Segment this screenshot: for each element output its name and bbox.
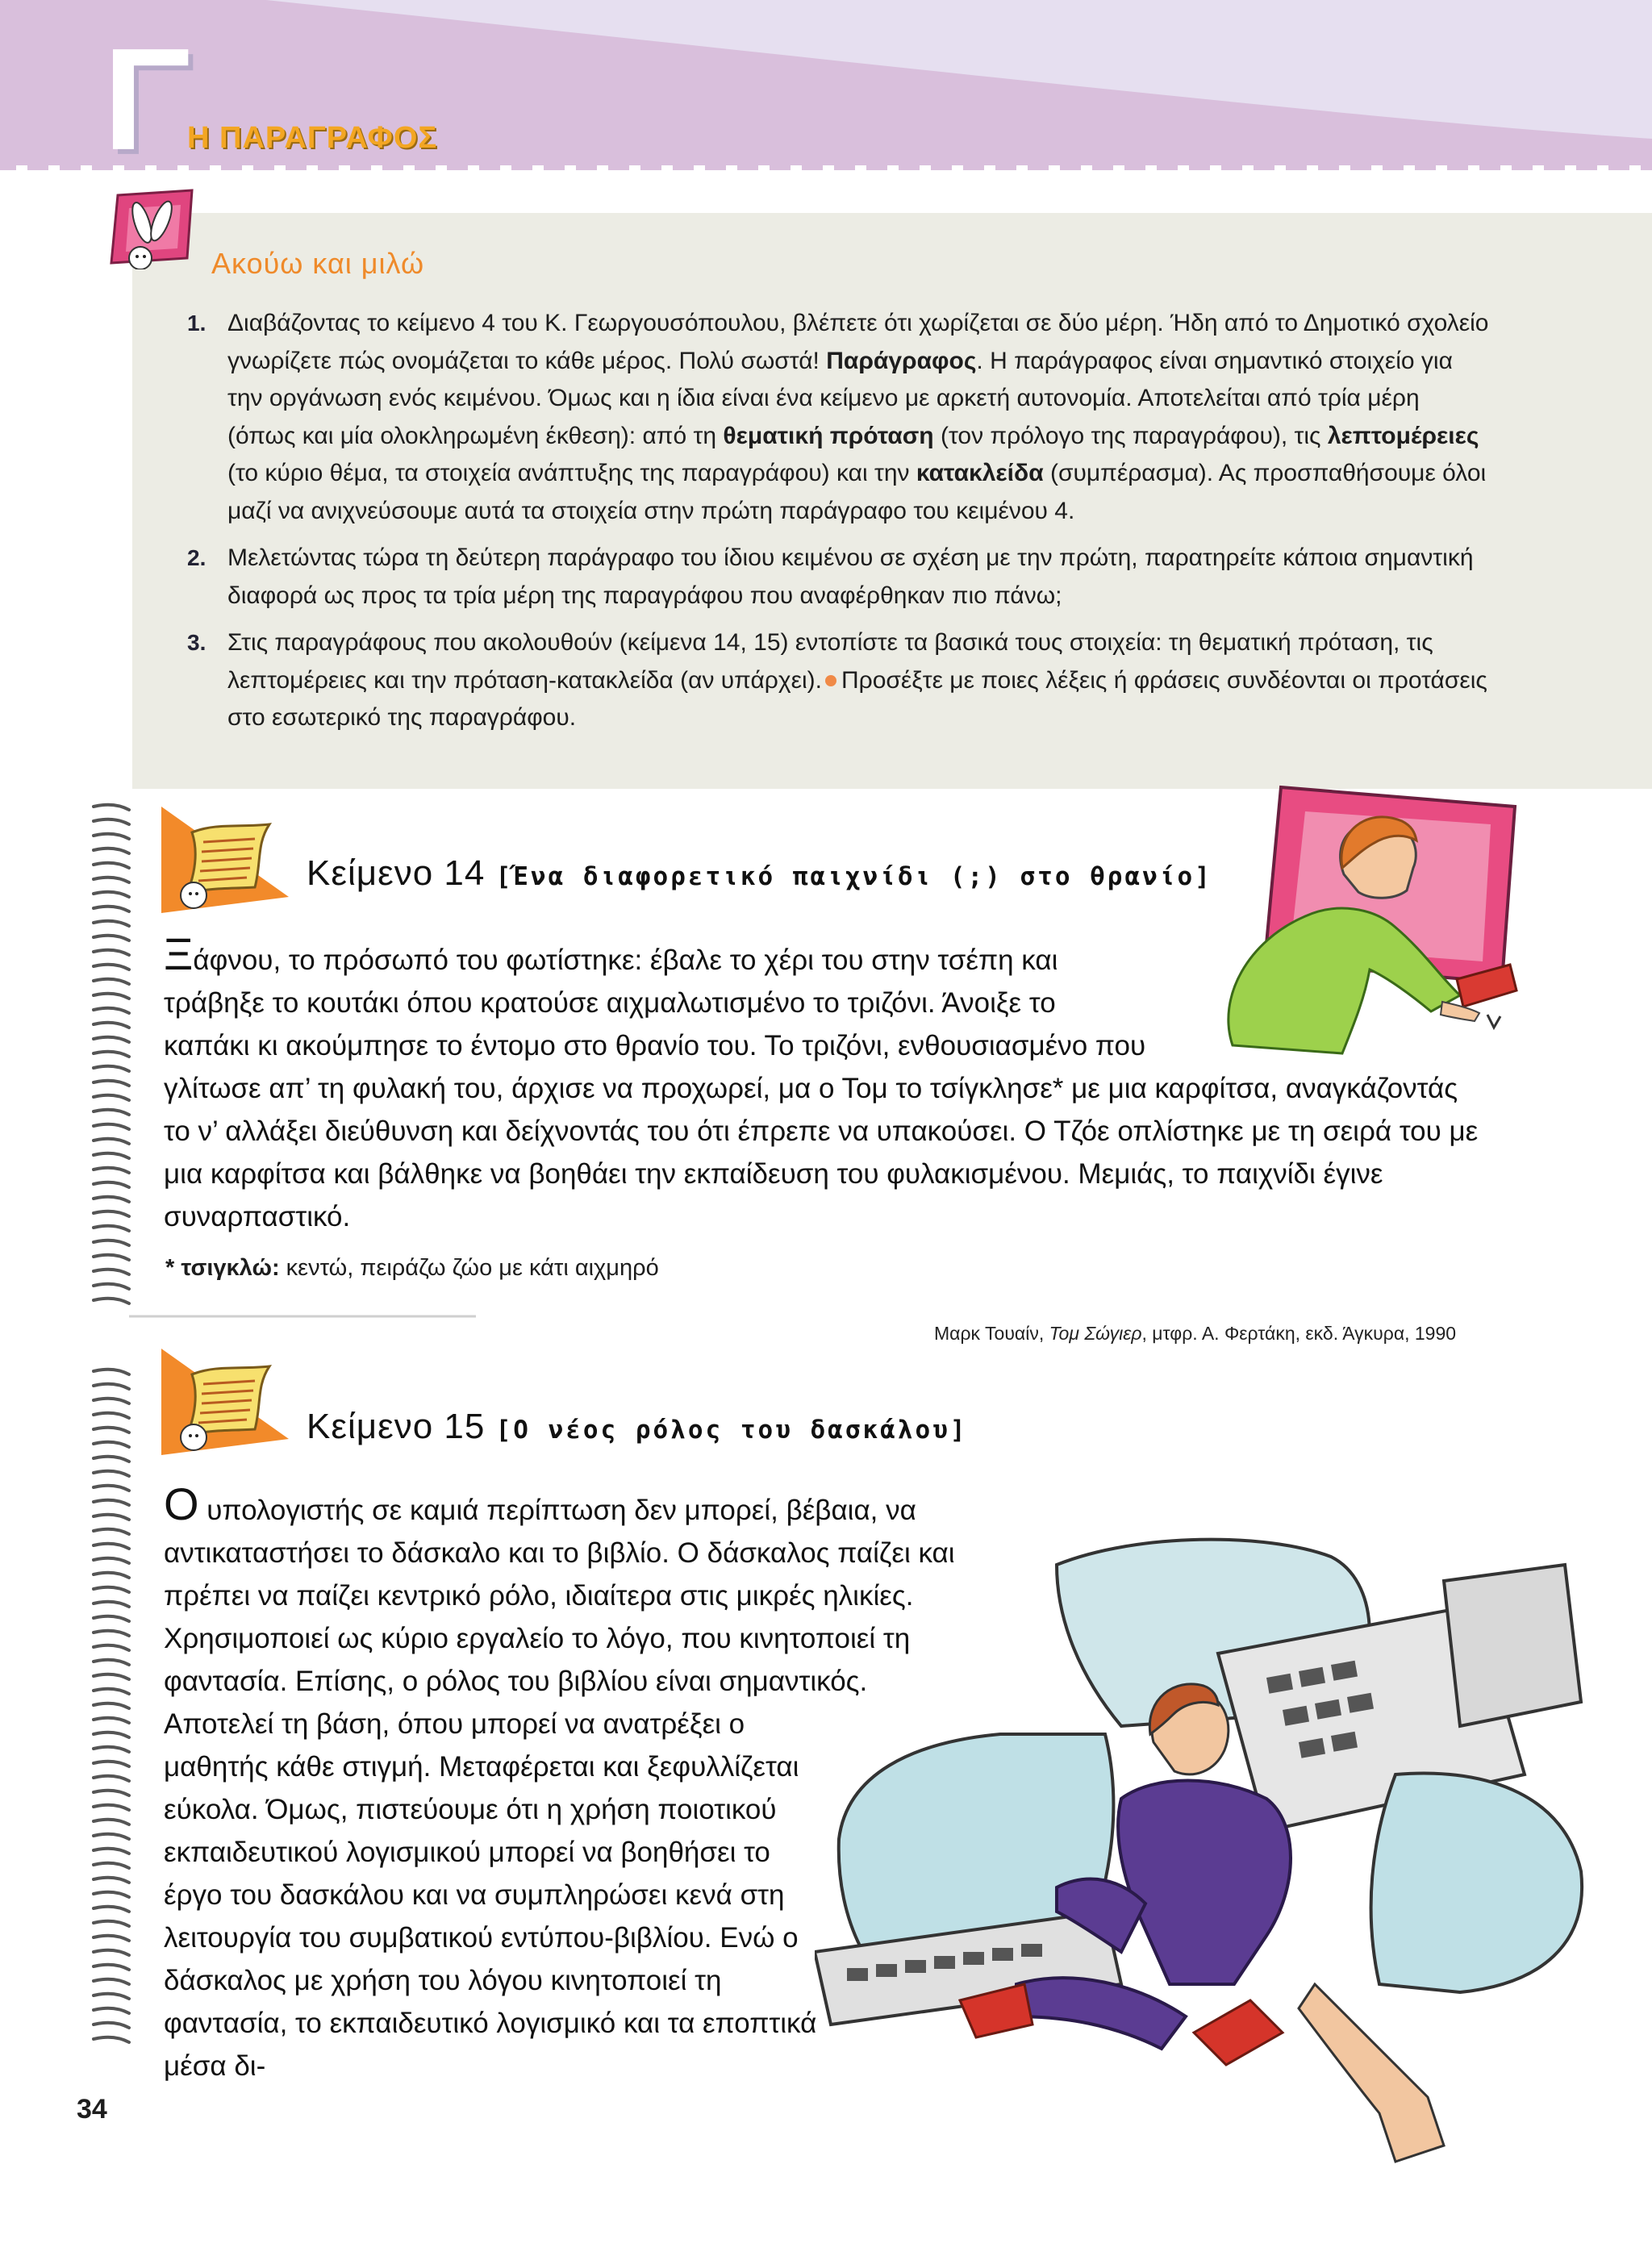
chapter-letter: Γ [103, 19, 191, 181]
exercise-number: 2. [187, 545, 206, 570]
text15-subtitle: [Ο νέος ρόλος του δασκάλου] [495, 1416, 968, 1445]
spiral-binding-icon [87, 799, 134, 1315]
illustration-float-spacer [874, 1699, 1487, 1742]
illustration-float-spacer [817, 1956, 1487, 1999]
illustration-float-spacer [1148, 936, 1487, 1064]
text14-heading [307, 853, 1212, 894]
term-topic-sentence: θεματική πρόταση [723, 422, 934, 449]
text15-heading [307, 1407, 968, 1447]
illustration-float-spacer [817, 1828, 1487, 1870]
page-number: 34 [77, 2094, 107, 2125]
exercise-number: 1. [187, 311, 206, 336]
text14-source: Μαρκ Τουαίν, Τομ Σώγιερ, μτφρ. Α. Φερτάκη, εκδ. Άγκυρα, 1990 [934, 1323, 1457, 1344]
bullet-dot-icon [825, 675, 836, 686]
exercise-text: Μελετώντας τώρα τη δεύτερη παράγραφο του ίδιου κειμένου σε σχέση με την πρώτη, παρατηρείτε κάποια σημαντική διαφορά ως προς τα τρία μέρη της παραγράφου που αναφέρθηκαν πιο πάνω; [227, 544, 1474, 609]
exercise-item [187, 624, 1494, 737]
source-book-title: Τομ Σώγιερ [1049, 1323, 1142, 1344]
text14-dropcap: Ξ [164, 928, 194, 979]
header-band [0, 0, 1652, 186]
illustration-float-spacer [817, 1742, 1487, 1785]
illustration-float-spacer [1035, 1571, 1487, 1614]
text15-body [164, 1478, 1487, 2087]
exercise-text: Διαβάζοντας το κείμενο 4 του Κ. Γεωργουσόπουλου, βλέπετε ότι χωρίζεται σε δύο μέρη. Ήδη από το Δημοτικό σχολείο γνωρίζετε πώς ονομάζεται το κάθε μέρος. Πολύ σωστά! Παράγραφος. Η παράγραφος είναι σημαντικό στοιχείο για την οργάνωση ενός κειμένου. Όμως και η ίδια είναι ένα κείμενο με αρκετή αυτονομία. Αποτελείται από τρία μέρη (όπως και μία ολοκληρωμένη έκθεση): από τη θεματική πρόταση (τον πρόλογο της παραγράφου), τις λεπτομέρειες (το κύριο θέμα, τα στοιχεία ανάπτυξης της παραγράφου) και την κατακλείδα (συμπέρασμα). Ας προσπαθήσουμε όλοι μαζί να ανιχνεύσουμε αυτά τα στοιχεία στην πρώτη παράγραφο του κειμένου 4. [227, 310, 1489, 524]
scroll-paper-icon [160, 803, 297, 918]
text14-subtitle: [Ένα διαφορετικό παιχνίδι (;) στο θρανίο] [495, 862, 1212, 891]
footnote-term: * τσιγκλώ: [165, 1255, 280, 1281]
term-details: λεπτομέρειες [1327, 422, 1479, 449]
rabbit-in-pink-frame-icon [106, 184, 197, 269]
text15-dropcap: Ο [164, 1478, 199, 1529]
illustration-float-spacer [970, 1614, 1487, 1657]
text15-body-text: υπολογιστής σε καμιά περίπτωση δεν μπορεί, βέβαια, να αντικαταστήσει το δάσκαλο και το βιβλίο. Ο δάσκαλος παίζει και πρέπει να παίζει κεντρικό ρόλο, ιδιαίτερα στις μικρές ηλικίες. Χρησιμοποιεί ως κύριο εργαλείο το λόγο, που κινητοποιεί τη φαντασία. Επίσης, ο ρόλος του βιβλίου είναι σημαντικός. Αποτελεί τη βάση, όπου μπορεί να ανατρέξει ο μαθητής κάθε στιγμή. Μεταφέρεται και ξεφυλλίζεται εύκολα. Όμως, πιστεύουμε ότι η χρήση ποιοτικού εκπαιδευτικού λογισμικού μπορεί να βοηθήσει το έργο του δασκάλου και να συμπληρώσει κενά στη λειτουργία του συμβατικού εντύπου-βιβλίου. Ενώ ο δάσκαλος με χρήση του λόγου κινητοποιεί τη φαντασία, το εκπαιδευτικό λογισμικό και τα εποπτικά μέσα δι- [164, 1495, 955, 2082]
illustration-float-spacer [817, 1913, 1487, 1956]
text14-body [164, 928, 1487, 1238]
exercise-text: Στις παραγράφους που ακολουθούν (κείμενα 14, 15) εντοπίστε τα βασικά τους στοιχεία: τη θεματική πρόταση, τις λεπτομέρειες και την πρόταση-κατακλείδα (αν υπάρχει). Προσέξτε με ποιες λέξεις ή φράσεις συνδέονται οι προτάσεις στο εσωτερικό της παραγράφου. [227, 629, 1487, 731]
divider-line [129, 1313, 476, 1320]
illustration-float-spacer [817, 1999, 1487, 2041]
illustration-float-spacer [1067, 1528, 1487, 1571]
term-conclusion: κατακλείδα [916, 460, 1044, 486]
scroll-paper-icon [160, 1345, 297, 1460]
exercise-item [187, 540, 1494, 615]
text14-footnote [165, 1255, 659, 1282]
text14-label: Κείμενο 14 [307, 853, 486, 893]
spiral-binding-icon [87, 1363, 134, 2057]
listen-speak-heading: Ακούω και μιλώ [211, 247, 425, 280]
text15-label: Κείμενο 15 [307, 1407, 486, 1446]
section-title: Η ΠΑΡΑΓΡΑΦΟΣ [187, 121, 438, 155]
footnote-definition: κεντώ, πειράζω ζώο με κάτι αιχμηρό [279, 1255, 659, 1281]
exercise-number: 3. [187, 630, 206, 655]
illustration-float-spacer [817, 1785, 1487, 1828]
exercise-item [187, 305, 1494, 530]
term-paragraph: Παράγραφος [826, 347, 977, 374]
text14-body-text: άφνου, το πρόσωπό του φωτίστηκε: έβαλε το χέρι του στην τσέπη και τράβηξε το κουτάκι όπου κρατούσε αιχμαλωτισμένο το τριζόνι. Άνοιξε το καπάκι κι ακούμπησε το έντομο στο θρανίο του. Το τριζόνι, ενθουσιασμένο που γλίτωσε απ’ τη φυλακή του, άρχισε να προχωρεί, μα ο Τομ το τσίγκλησε* με μια καρφίτσα, αναγκάζοντάς το ν’ αλλάξει διεύθυνση και δείχνοντάς του ότι έπρεπε να υπακούσει. Ο Τζόε οπλίστηκε με τη σειρά του με μια καρφίτσα και βάλθηκε να βοηθάει την εκπαίδευση του φυλακισμένου. Μεμιάς, το παιχνίδι έγινε συναρπαστικό. [164, 945, 1479, 1232]
exercise-list [187, 305, 1494, 747]
illustration-float-spacer [930, 1657, 1487, 1699]
illustration-float-spacer [817, 1870, 1487, 1913]
